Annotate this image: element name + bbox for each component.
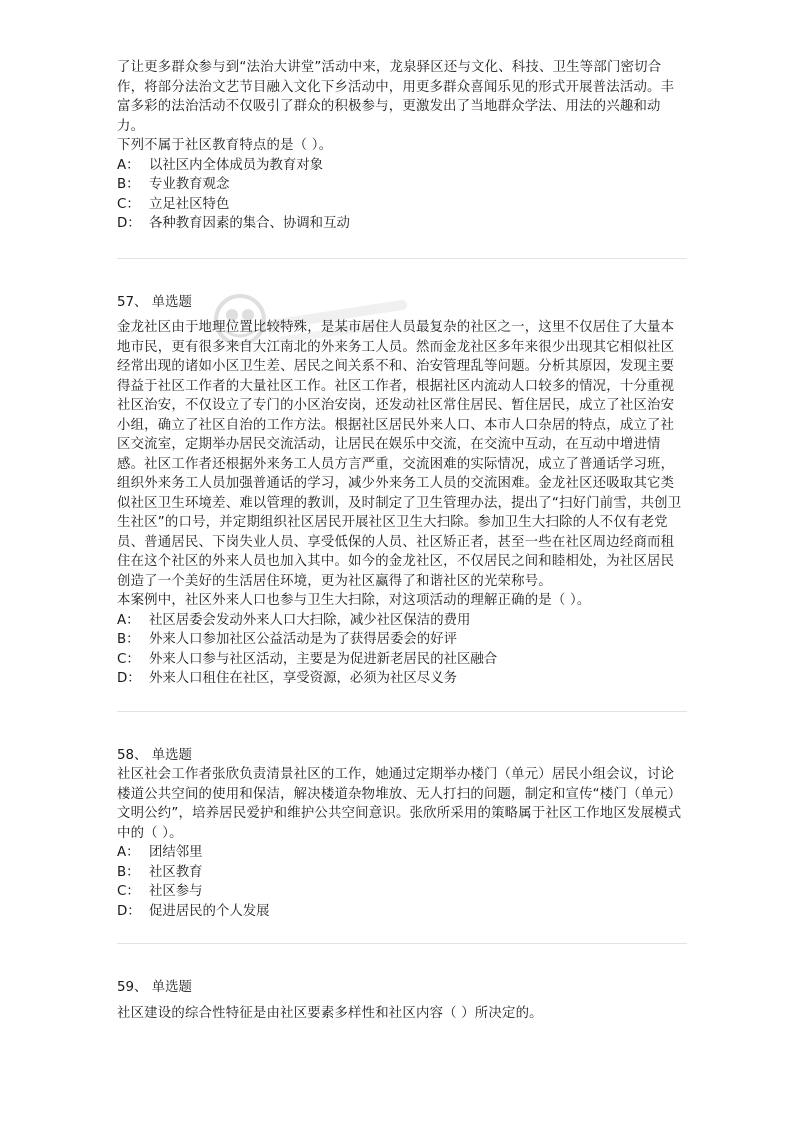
question-paragraph: 了让更多群众参与到“法治大讲堂”活动中来，龙泉驿区还与文化、科技、卫生等部门密切合作，将部分法治文艺节目融入文化下乡活动中，用更多群众喜闻乐见的形式开展普法活动。丰富多彩的法治活动不仅吸引了群众的积极参与，更激发出了当地群众学法、用法的兴趣和动力。 — [117, 60, 675, 134]
question-header: 58、 单选题 — [117, 747, 192, 763]
option-d: D： 各种教育因素的集合、协调和互动 — [117, 216, 350, 231]
option-c: C： 立足社区特色 — [117, 196, 230, 212]
option-c: C： 外来人口参与社区活动，主要是为促进新老居民的社区融合 — [117, 651, 498, 667]
option-d: D： 外来人口租住在社区，享受资源，必须为社区尽义务 — [117, 671, 457, 686]
option-a: A： 以社区内全体成员为教育对象 — [117, 157, 324, 173]
option-d: D： 促进居民的个人发展 — [117, 903, 270, 919]
question-header: 59、 单选题 — [117, 980, 192, 995]
question-paragraph: 金龙社区由于地理位置比较特殊，是某市居住人员最复杂的社区之一，这里不仅居住了大量本地市民，更有很多来自大江南北的外来务工人员。然而金龙社区多年来很少出现其它相似社区经常出现的诸如小区卫生差、居民之间关系不和、治安管理乱等问题。分析其原因，发现主要得益于社区工作者的大量社区工作。社区工作者，根据社区内流动人口较多的情况，十分重视社区治安，不仅设立了专门的小区治安岗，还发动社区常住居民、暂住居民，成立了社区治安小组，确立了社区自治的工作方法。根据社区居民外来人口、本市人口杂居的特点，成立了社区交流室，定期举办居民交流活动，让居民在娱乐中交流，在交流中互动，在互动中增进情感。社区工作者还根据外来务工人员方言严重，交流困难的实际情况，成立了普通话学习班，组织外来务工人员加强普通话的学习，减少外来务工人员的交流困难。金龙社区还吸取其它类似社区卫生环境差、难以管理的教训，及时制定了卫生管理办法，提出了“扫好门前雪，共创卫生社区”的口号，并定期组织社区居民开展社区卫生大扫除。参加卫生大扫除的人不仅有老党员、普通居民、下岗失业人员、享受低保的人员、社区矫正者，甚至一些在社区周边经商而租住在这个社区的外来人员也加入其中。如今的金龙社区，不仅居民之间和睦相处，为社区居民创造了一个美好的生活居住环境，更为社区赢得了和谐社区的光荣称号。 — [117, 320, 682, 589]
question-paragraph: 社区建设的综合性特征是由社区要素多样性和社区内容（ ）所决定的。 — [117, 1005, 543, 1021]
option-b: B： 专业教育观念 — [117, 177, 230, 192]
option-b: B： 外来人口参加社区公益活动是为了获得居委会的好评 — [117, 632, 457, 647]
option-c: C： 社区参与 — [117, 884, 203, 899]
question-56-tail — [117, 58, 687, 234]
question-stem: 本案例中，社区外来人口也参与卫生大扫除，对这项活动的理解正确的是（ ）。 — [117, 593, 591, 608]
question-59 — [117, 978, 687, 1023]
document-page — [117, 58, 687, 1023]
divider — [117, 943, 687, 944]
option-b: B： 社区教育 — [117, 864, 203, 880]
option-a: A： 社区居委会发动外来人口大扫除，减少社区保洁的费用 — [117, 612, 471, 628]
option-a: A： 团结邻里 — [117, 845, 203, 860]
question-58 — [117, 746, 687, 922]
divider — [117, 711, 687, 712]
question-stem: 下列不属于社区教育特点的是（ ）。 — [117, 138, 333, 153]
question-paragraph: 社区社会工作者张欣负责清景社区的工作，她通过定期举办楼门（单元）居民小组会议，讨论楼道公共空间的使用和保洁，解决楼道杂物堆放、无人打扫的问题，制定和宣传“楼门（单元）文明公约”，培养居民爱护和维护公共空间意识。张欣所采用的策略属于社区工作地区发展模式中的（ ）。 — [117, 767, 682, 841]
question-57 — [117, 293, 687, 689]
divider — [117, 258, 687, 259]
question-header: 57、 单选题 — [117, 294, 192, 310]
